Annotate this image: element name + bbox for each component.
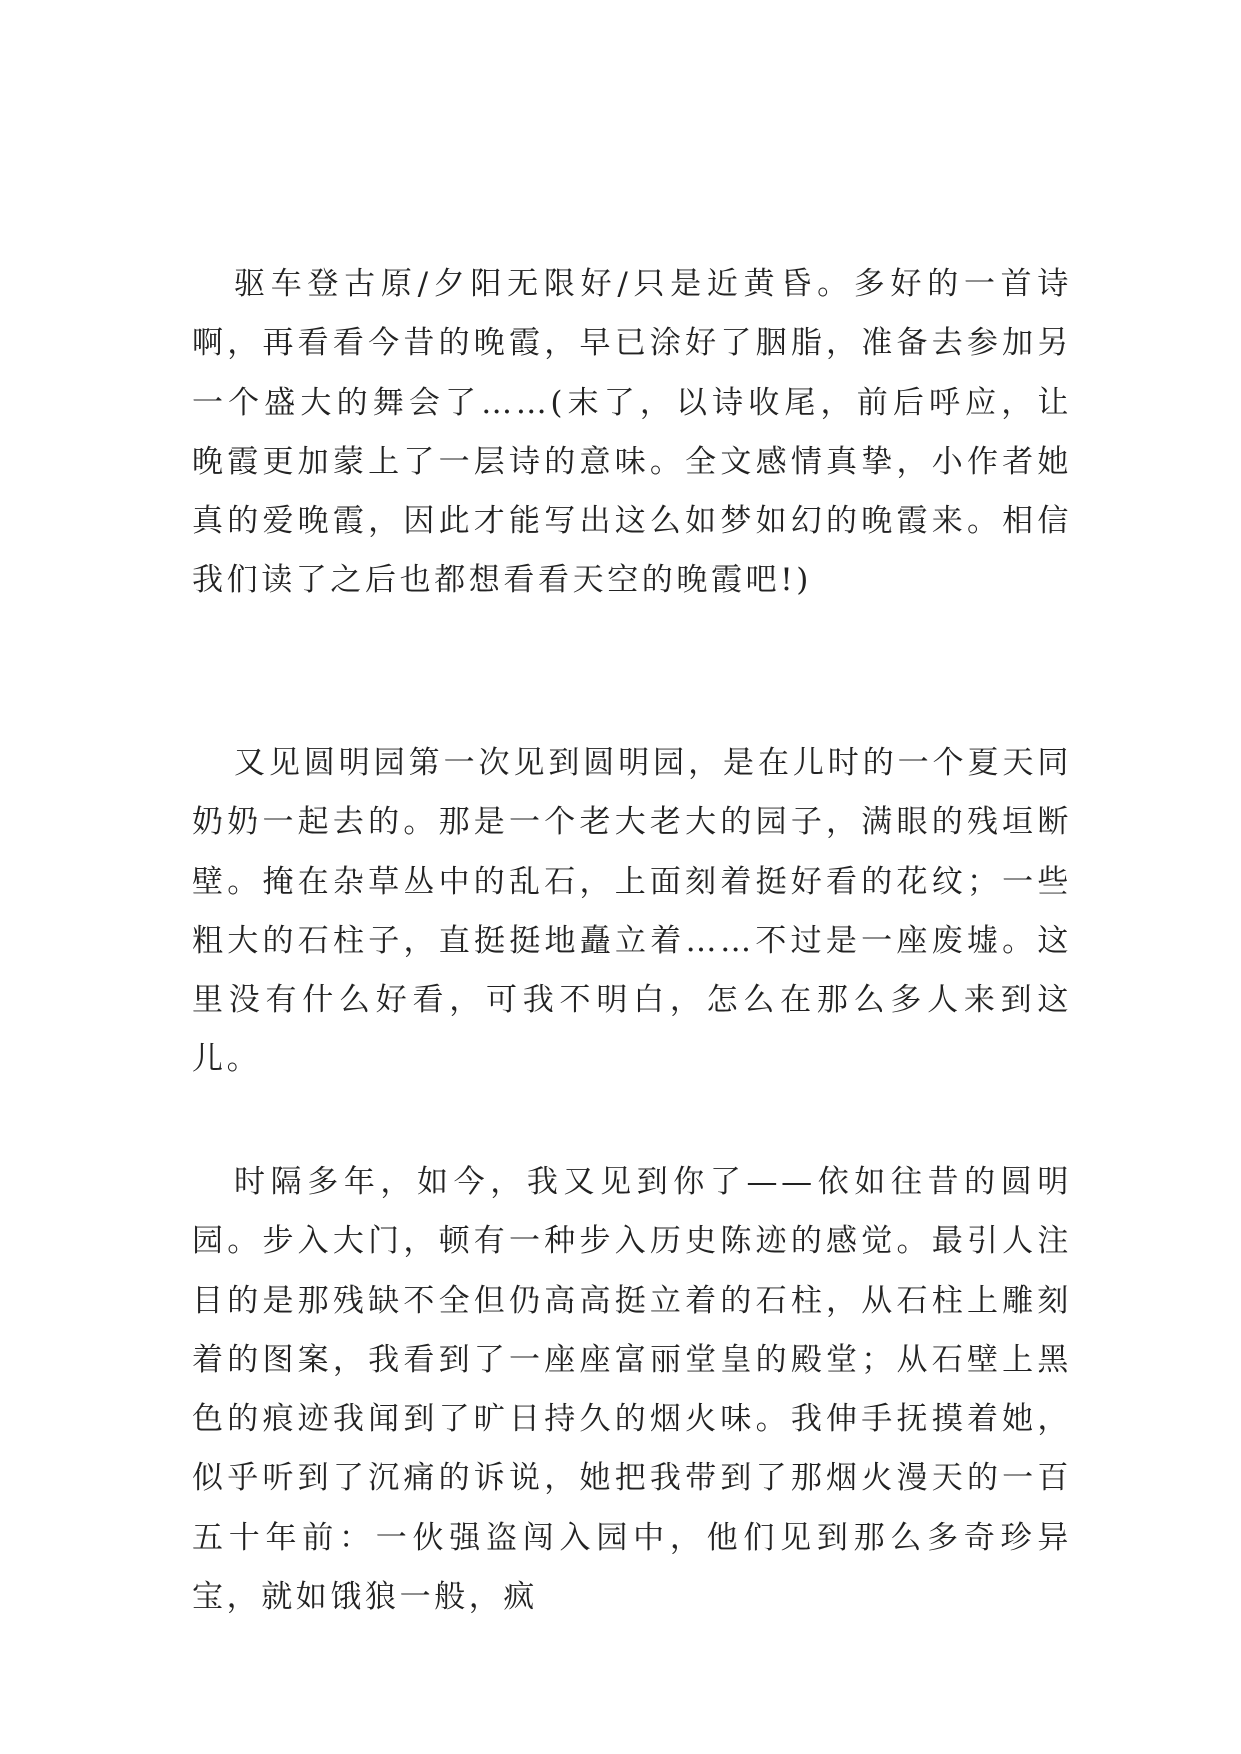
paragraph-evening-glow-ending: 驱车登古原/夕阳无限好/只是近黄昏。多好的一首诗啊，再看看今昔的晚霞，早已涂好了胭脂，准备去参加另一个盛大的舞会了……(末了，以诗收尾，前后呼应，让晚霞更加蒙上了一层诗的意味。全文感情真挚，小作者她真的爱晚霞，因此才能写出这么如梦如幻的晚霞来。相信我们读了之后也都想看看天空的晚霞吧!) (192, 266, 1072, 599)
paragraph-first-visit-yuanmingyuan: 又见圆明园第一次见到圆明园，是在儿时的一个夏天同奶奶一起去的。那是一个老大老大的园子，满眼的残垣断壁。掩在杂草丛中的乱石，上面刻着挺好看的花纹；一些粗大的石柱子，直挺挺地矗立着……不过是一座废墟。这里没有什么好看，可我不明白，怎么在那么多人来到这儿。 (192, 745, 1072, 1078)
paragraph-revisit-yuanmingyuan: 时隔多年，如今，我又见到你了——依如往昔的圆明园。步入大门，顿有一种步入历史陈迹的感觉。最引人注目的是那残缺不全但仍高高挺立着的石柱，从石柱上雕刻着的图案，我看到了一座座富丽堂皇的殿堂；从石壁上黑色的痕迹我闻到了旷日持久的烟火味。我伸手抚摸着她，似乎听到了沉痛的诉说，她把我带到了那烟火漫天的一百五十年前：一伙强盗闯入园中，他们见到那么多奇珍异宝，就如饿狼一般，疯 (192, 1164, 1072, 1616)
